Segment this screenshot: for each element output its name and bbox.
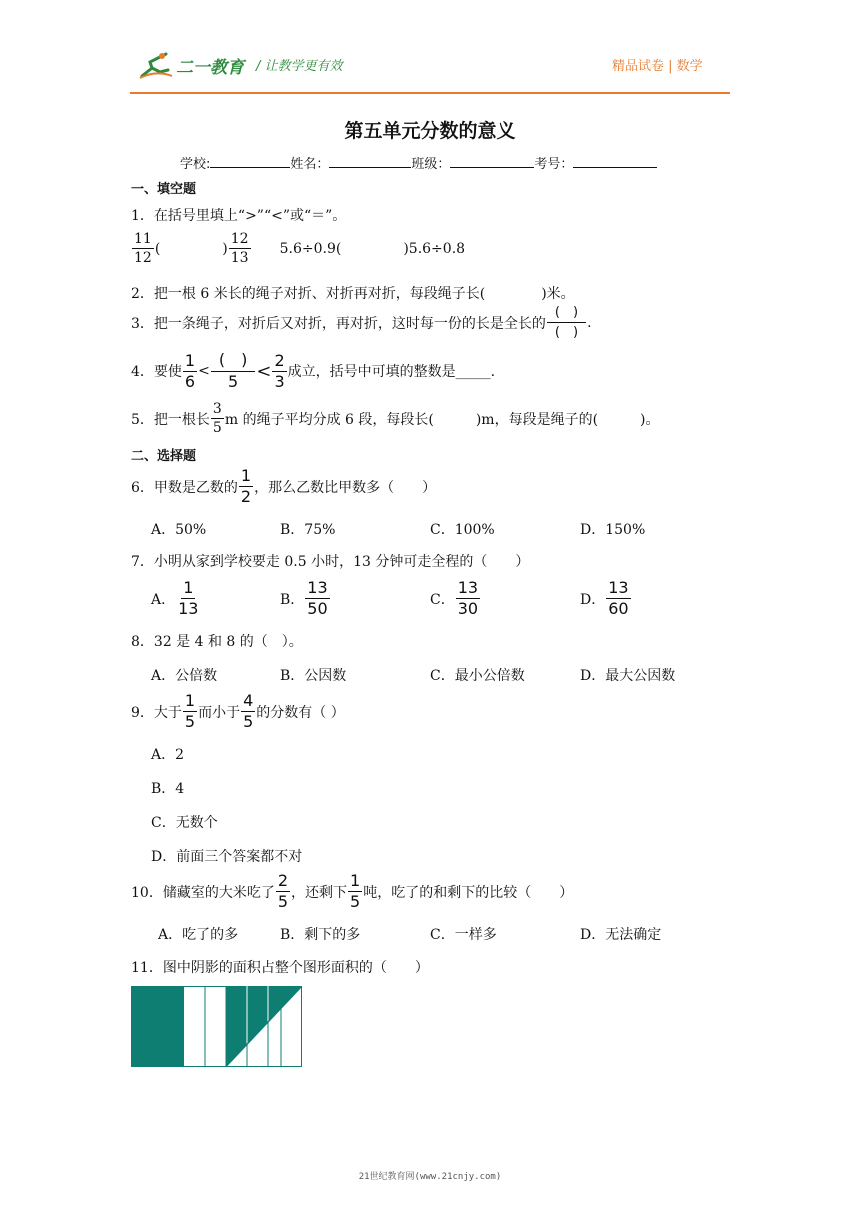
header-divider <box>130 92 730 94</box>
question-5 <box>131 402 660 435</box>
fraction-blank-5[interactable] <box>211 352 256 390</box>
q7-option-a[interactable] <box>151 580 201 617</box>
option-label: C． <box>430 591 455 608</box>
section-choice: 二、选择题 <box>131 449 197 464</box>
q7-option-d[interactable] <box>580 580 632 617</box>
page-title: 第五单元分数的意义 <box>344 120 516 142</box>
question-2 <box>131 283 575 303</box>
page-footer: 21世纪教育网(www.21cnjy.com) <box>358 1172 502 1182</box>
fraction-12-13 <box>229 232 251 265</box>
name-label: 姓名： <box>290 157 330 172</box>
question-9-pre: 9．大于 <box>131 704 182 721</box>
q8-option-d[interactable]: D．最大公因数 <box>580 668 676 684</box>
question-4-pre: 4．要使 <box>131 364 182 380</box>
option-label: A． <box>151 591 176 608</box>
school-label: 学校: <box>180 157 211 172</box>
numerator: 1 <box>184 691 196 710</box>
fraction-1-5 <box>348 873 362 910</box>
student-info-line <box>180 153 657 172</box>
fraction-13-30 <box>456 580 480 617</box>
paren-open: ( <box>154 240 161 257</box>
runner-logo-icon <box>138 50 174 80</box>
q6-option-d[interactable]: D．150% <box>580 522 646 538</box>
brand-name: 二一教育 <box>176 57 244 78</box>
question-11: 11．图中阴影的面积占整个图形面积的（ ） <box>131 960 429 976</box>
denominator: 5 <box>184 712 196 731</box>
question-4-tail: 成立，括号中可填的整数是_____. <box>287 364 496 380</box>
denominator: 60 <box>608 599 629 618</box>
question-9-mid: 而小于 <box>198 704 241 721</box>
fraction-1-6 <box>183 350 197 391</box>
q6-option-c[interactable]: C．100% <box>430 522 495 538</box>
school-field[interactable] <box>210 167 290 168</box>
question-9-tail: 的分数有（ ） <box>256 704 345 721</box>
denominator: 5 <box>350 892 361 911</box>
denominator: ( ) <box>554 325 579 340</box>
question-6 <box>131 468 436 505</box>
question-1-expressions <box>131 232 465 265</box>
numerator: 2 <box>274 350 285 370</box>
less-than-sign: < <box>198 363 210 379</box>
fraction-blank[interactable] <box>547 306 586 339</box>
q9-option-d[interactable]: D．前面三个答案都不对 <box>151 849 303 865</box>
q10-option-c[interactable]: C．一样多 <box>430 927 497 943</box>
question-8: 8．32 是 4 和 8 的（ ）。 <box>131 634 303 650</box>
fraction-1-2 <box>239 468 253 505</box>
question-5-tail: )。 <box>640 411 660 428</box>
numerator: 4 <box>243 691 254 710</box>
numerator: 1 <box>184 350 196 370</box>
fraction-4-5 <box>241 693 255 730</box>
section-fill-in: 一、填空题 <box>131 182 197 197</box>
denominator: 2 <box>240 487 252 506</box>
q10-option-a[interactable]: A．吃了的多 <box>158 927 239 943</box>
question-1: 1．在括号里填上“>”“<”或“＝”。 <box>131 208 347 224</box>
exam-no-label: 考号： <box>534 157 574 172</box>
denominator: 5 <box>212 420 222 436</box>
numerator: ( ) <box>211 352 256 372</box>
question-10-mid: ，还剩下 <box>291 884 348 901</box>
question-6-tail: ，那么乙数比甲数多（ ） <box>254 479 437 496</box>
q8-option-b[interactable]: B．公因数 <box>280 668 347 684</box>
denominator: 5 <box>277 892 289 911</box>
question-5-mid: m 的绳子平均分成 6 段，每段长( <box>224 411 434 428</box>
question-3 <box>131 306 592 339</box>
q9-option-c[interactable]: C．无数个 <box>151 815 218 831</box>
exam-no-field[interactable] <box>573 167 657 168</box>
name-field[interactable] <box>329 167 411 168</box>
expression-right: )5.6÷0.8 <box>403 240 466 257</box>
denominator: 5 <box>243 712 254 731</box>
fraction-2-3 <box>272 350 286 391</box>
question-10-pre: 10．储藏室的大米吃了 <box>131 884 275 901</box>
numerator: 13 <box>608 578 629 597</box>
less-than-sign: < <box>256 360 272 382</box>
question-6-pre: 6．甲数是乙数的 <box>131 479 238 496</box>
fraction-1-5 <box>183 693 197 730</box>
numerator: 3 <box>212 401 222 417</box>
numerator: 13 <box>307 578 328 597</box>
fraction-13-60 <box>606 580 630 617</box>
q6-option-b[interactable]: B．75% <box>280 522 336 538</box>
denominator: 12 <box>134 250 152 266</box>
denominator: 3 <box>274 371 285 391</box>
numerator: 12 <box>230 231 249 247</box>
q7-option-b[interactable] <box>280 580 331 617</box>
denominator: 50 <box>307 599 328 618</box>
denominator: 6 <box>184 371 196 391</box>
question-2-tail: )米。 <box>541 286 575 302</box>
q9-option-a[interactable]: A．2 <box>151 747 185 763</box>
fraction-1-13 <box>176 580 200 617</box>
question-9 <box>131 693 345 730</box>
numerator: 11 <box>134 231 152 247</box>
question-4 <box>131 352 495 390</box>
option-label: D． <box>580 591 606 608</box>
question-10 <box>131 873 573 910</box>
shaded-area-figure <box>131 986 303 1068</box>
q8-option-c[interactable]: C．最小公倍数 <box>430 668 525 684</box>
q10-option-d[interactable]: D．无法确定 <box>580 927 662 943</box>
numerator: ( ) <box>547 306 586 323</box>
question-10-tail: 吨，吃了的和剩下的比较（ ） <box>363 884 574 901</box>
numerator: 1 <box>240 466 252 485</box>
header-tag: 精品试卷 | 数学 <box>612 59 703 74</box>
numerator: 2 <box>277 871 289 890</box>
slogan: / 让教学更有效 <box>256 59 343 74</box>
fraction-2-5 <box>276 873 290 910</box>
question-7: 7．小明从家到学校要走 0.5 小时，13 分钟可走全程的（ ） <box>131 554 530 570</box>
fraction-11-12 <box>132 232 154 265</box>
q8-option-a[interactable]: A．公倍数 <box>151 668 218 684</box>
q7-option-c[interactable] <box>430 580 481 617</box>
q6-option-a[interactable]: A．50% <box>151 522 207 538</box>
question-5-mid2: )m，每段是绳子的( <box>475 411 599 428</box>
option-label: B． <box>280 591 305 608</box>
denominator: 13 <box>178 599 199 618</box>
numerator: 1 <box>183 578 194 597</box>
numerator: 1 <box>350 871 361 890</box>
class-label: 班级： <box>411 157 451 172</box>
brand-logo <box>138 50 244 80</box>
fraction-3-5 <box>211 402 224 435</box>
denominator: 13 <box>230 250 249 266</box>
slogan-text: 让教学更有效 <box>264 59 343 74</box>
question-3-tail: . <box>587 314 592 331</box>
q10-option-b[interactable]: B．剩下的多 <box>280 927 361 943</box>
numerator: 13 <box>457 578 479 597</box>
question-2-text: 2．把一根 6 米长的绳子对折、对折再对折，每段绳子长( <box>131 286 486 302</box>
question-3-text: 3．把一条绳子，对折后又对折，再对折，这时每一份的长是全长的 <box>131 315 546 332</box>
denominator: 30 <box>457 599 479 618</box>
q9-option-b[interactable]: B．4 <box>151 781 185 797</box>
expression-left: 5.6÷0.9( <box>279 240 342 257</box>
question-5-pre: 5．把一根长 <box>131 411 210 428</box>
paren-close: ) <box>222 240 228 257</box>
denominator: 5 <box>228 372 239 391</box>
fraction-13-50 <box>305 580 329 617</box>
class-field[interactable] <box>450 167 534 168</box>
